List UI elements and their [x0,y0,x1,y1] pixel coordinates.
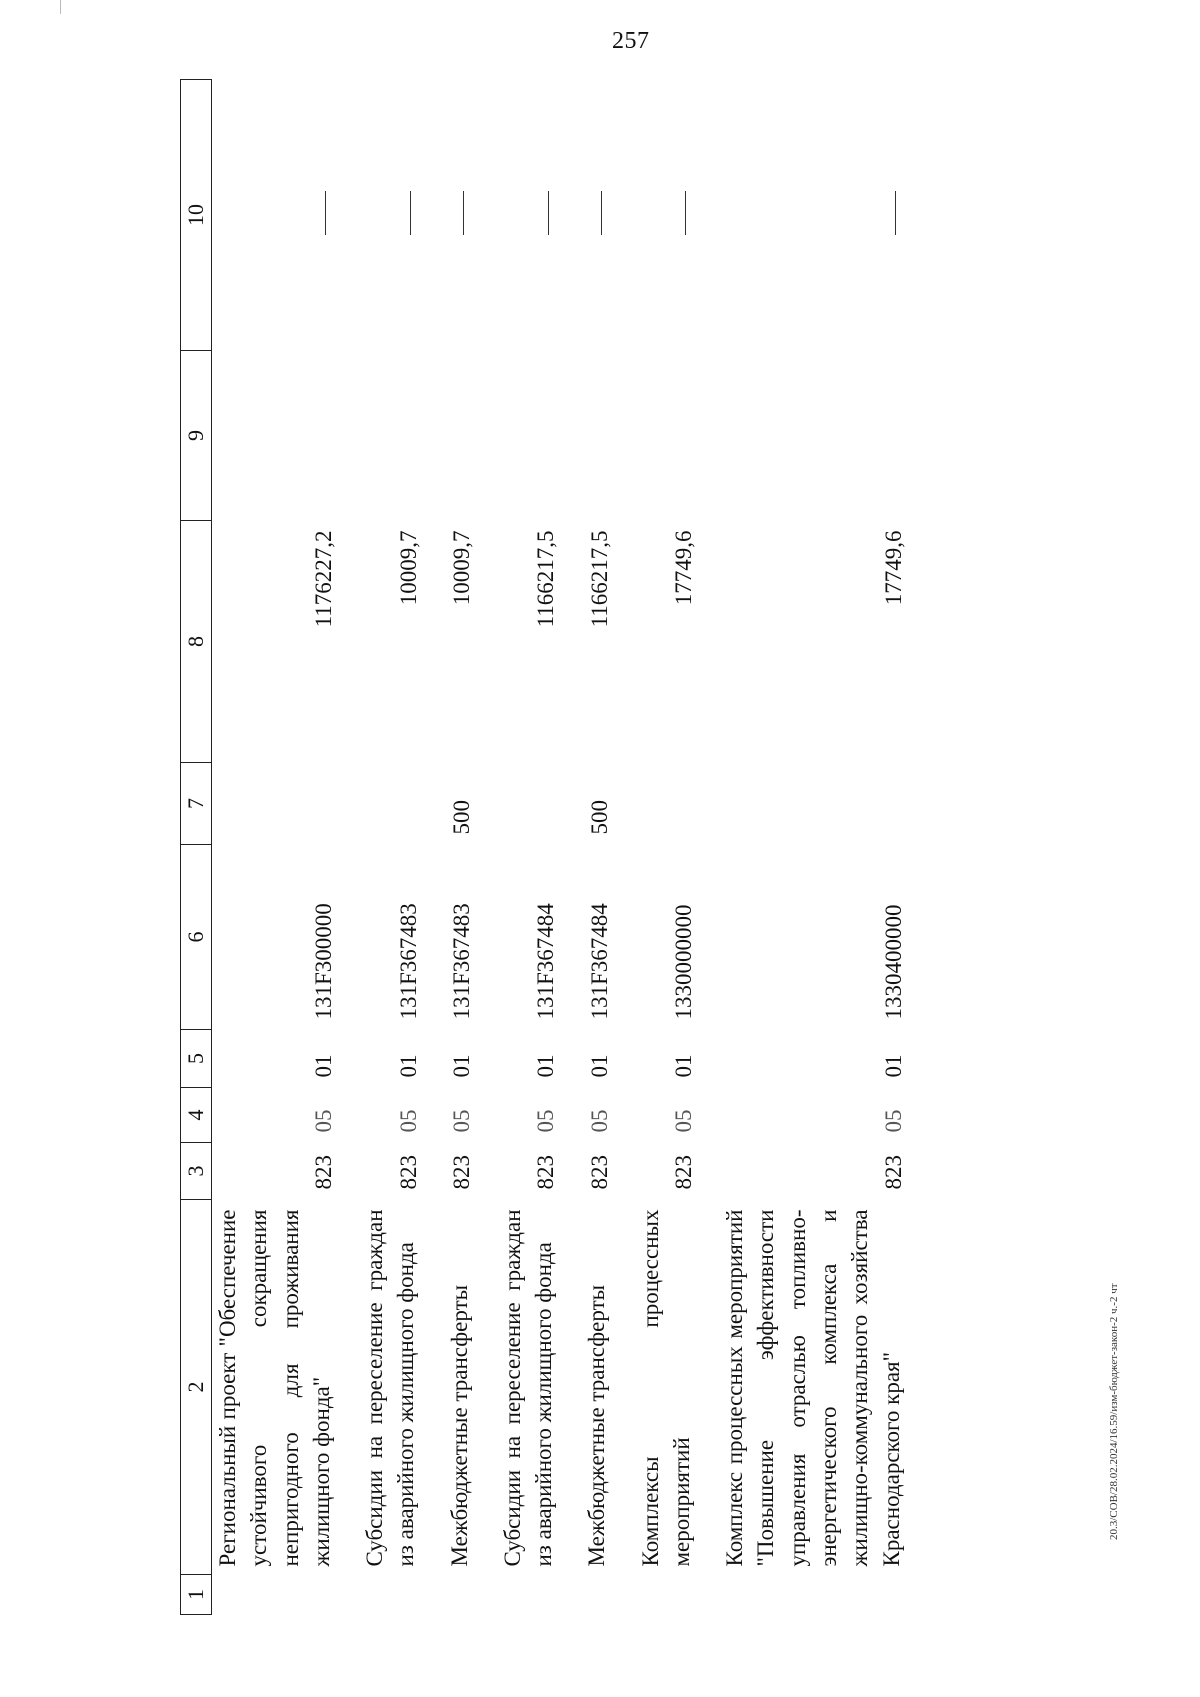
row-code-6: 1330400000 [880,904,906,1020]
row-code-4: 05 [533,1109,559,1133]
page-number: 257 [612,28,650,54]
row-code-3: 823 [395,1155,421,1190]
table-row [444,80,475,1615]
column-header-4: 4 [181,1088,212,1143]
footer-note: 20.3/СОВ/28.02.2024/16.59/изм-бюджет-закон-2 ч.-2 чт [1108,1283,1120,1540]
row-code-6: 131F367483 [395,903,421,1020]
row-code-6: 1330000000 [671,904,697,1020]
row-code-4: 05 [671,1109,697,1133]
column-header-6: 6 [181,845,212,1030]
table-row [635,80,698,1615]
row-code-4: 05 [311,1109,337,1133]
table-row [719,80,907,1615]
row-code-7 [635,763,698,845]
row-name: Межбюджетные трансферты [446,1284,472,1567]
row-code-5: 01 [533,1054,559,1078]
column-header-1: 1 [181,1575,212,1615]
row-code-5: 01 [448,1054,474,1078]
row-code-6: 131F300000 [311,903,337,1020]
row-code-6: 131F367484 [586,903,612,1020]
row-col-9 [444,351,475,521]
dash-mark [325,191,326,235]
row-code-4: 05 [586,1109,612,1133]
dash-mark [463,191,464,235]
row-amount: 1166217,5 [586,530,612,628]
column-header-2: 2 [181,1200,212,1575]
row-code-7 [359,763,422,845]
row-code-3: 823 [311,1155,337,1190]
dash-mark [895,191,896,235]
row-col-10 [212,80,338,351]
column-header-8: 8 [181,521,212,763]
row-code-3: 823 [671,1155,697,1190]
row-col-9 [635,351,698,521]
dash-mark [548,191,549,235]
row-code-5: 01 [586,1054,612,1078]
row-code-5: 01 [311,1054,337,1078]
row-col-9 [359,351,422,521]
row-name: Комплексы процессных мероприятий [637,1209,694,1567]
row-name: Региональный проект "Обеспечение устойчивого сокращения непригодного для проживания жилищного фонда" [215,1209,334,1567]
row-code-3: 823 [533,1155,559,1190]
table-row [581,80,612,1615]
row-code-6: 131F367483 [448,903,474,1020]
rotated-table-container [180,80,1040,1615]
row-col-9 [719,351,907,521]
row-name: Субсидии на переселение граждан из аварийного жилищного фонда [499,1209,557,1567]
row-col-10 [359,80,422,351]
row-code-7: 500 [448,800,474,835]
row-col-10 [444,80,475,351]
row-code-5: 01 [880,1054,906,1078]
column-header-5: 5 [181,1030,212,1088]
table-row [359,80,422,1615]
row-name: Межбюджетные трансферты [584,1284,610,1567]
row-code-7: 500 [586,800,612,835]
column-header-10: 10 [181,80,212,351]
row-col-9 [212,351,338,521]
budget-table [180,79,907,1615]
row-col-10 [719,80,907,351]
row-code-7 [719,763,907,845]
row-code-4: 05 [395,1109,421,1133]
row-code-3: 823 [448,1155,474,1190]
column-header-7: 7 [181,763,212,845]
row-amount: 1166217,5 [533,530,559,628]
row-amount: 17749,6 [671,530,697,606]
column-header-3: 3 [181,1143,212,1200]
row-code-7 [497,763,560,845]
row-amount: 10009,7 [448,530,474,606]
dash-mark [410,191,411,235]
row-col-9 [497,351,560,521]
scan-margin-mark [60,0,61,14]
row-amount: 17749,6 [880,530,906,606]
row-code-5: 01 [395,1054,421,1078]
row-code-7 [212,763,338,845]
row-name: Субсидии на переселение граждан из аварийного жилищного фонда [362,1209,419,1567]
dash-mark [685,191,686,235]
row-col-9 [581,351,612,521]
row-code-3: 823 [586,1155,612,1190]
row-amount: 1176227,2 [311,530,337,628]
row-col-10 [635,80,698,351]
row-amount: 10009,7 [395,530,421,606]
table-header-row [181,80,212,1615]
row-code-3: 823 [880,1155,906,1190]
table-row [212,80,338,1615]
dash-mark [601,191,602,235]
row-code-4: 05 [448,1109,474,1133]
row-name: Комплекс процессных мероприятий "Повышение эффективности управления отраслью топливно-энергетического комплекса и жилищно-коммунального хозяйства Краснодарского края" [722,1209,904,1567]
row-col-10 [497,80,560,351]
row-code-5: 01 [671,1054,697,1078]
row-code-6: 131F367484 [533,903,559,1020]
row-code-4: 05 [880,1109,906,1133]
row-col-10 [581,80,612,351]
column-header-9: 9 [181,351,212,521]
table-row [497,80,560,1615]
